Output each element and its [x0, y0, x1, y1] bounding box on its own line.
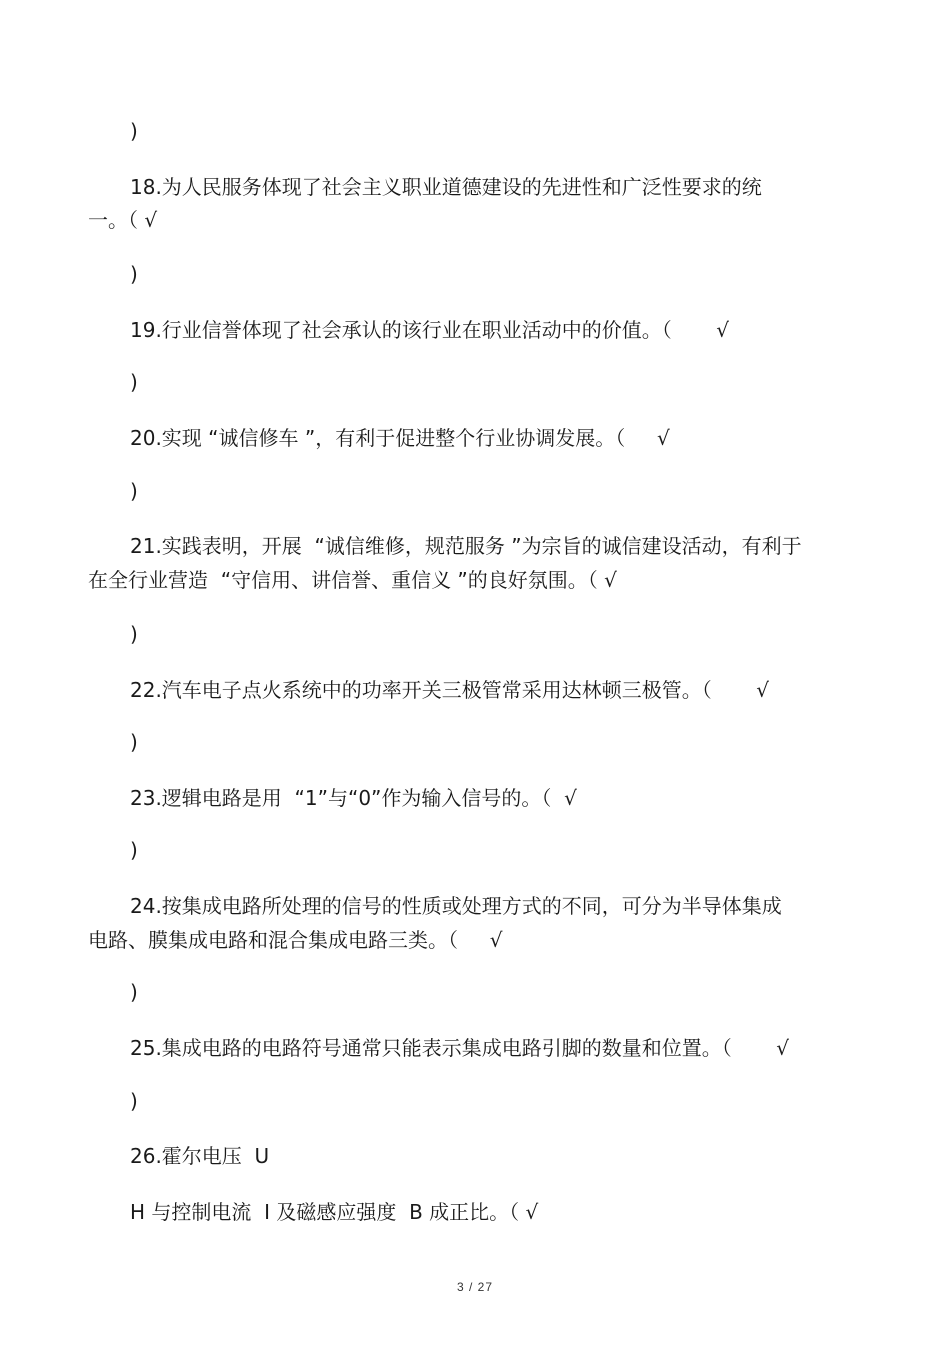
- text-line: ): [130, 262, 138, 286]
- text-line: ): [130, 1089, 138, 1113]
- text-line: 电路、膜集成电路和混合集成电路三类。（ √: [88, 928, 503, 952]
- text-line: 在全行业营造 “守信用、讲信誉、重信义 ”的良好氛围。（ √: [88, 568, 617, 592]
- question-23: 23.逻辑电路是用 “1”与“0”作为输入信号的。（ √: [130, 786, 577, 810]
- question-22: 22.汽车电子点火系统中的功率开关三极管常采用达林顿三极管。（ √: [130, 678, 770, 702]
- page-number: 3 / 27: [456, 1280, 494, 1294]
- question-24: 24.按集成电路所处理的信号的性质或处理方式的不同，可分为半导体集成: [130, 894, 782, 918]
- question-18: 18.为人民服务体现了社会主义职业道德建设的先进性和广泛性要求的统: [130, 175, 762, 199]
- question-20: 20.实现 “诚信修车 ”，有利于促进整个行业协调发展。（ √: [130, 426, 670, 450]
- question-21: 21.实践表明，开展 “诚信维修，规范服务 ”为宗旨的诚信建设活动，有利于: [130, 534, 802, 558]
- question-19: 19.行业信誉体现了社会承认的该行业在职业活动中的价值。（ √: [130, 318, 730, 342]
- text-line: ): [130, 479, 138, 503]
- text-line: ): [130, 119, 138, 143]
- text-line: H 与控制电流 I 及磁感应强度 B 成正比。（ √: [130, 1200, 539, 1224]
- text-line: ): [130, 838, 138, 862]
- text-line: ): [130, 622, 138, 646]
- text-line: ): [130, 730, 138, 754]
- text-line: 一。（ √: [88, 208, 158, 232]
- question-25: 25.集成电路的电路符号通常只能表示集成电路引脚的数量和位置。（ √: [130, 1036, 790, 1060]
- text-line: ): [130, 370, 138, 394]
- question-26: 26.霍尔电压 U: [130, 1144, 270, 1168]
- text-line: ): [130, 980, 138, 1004]
